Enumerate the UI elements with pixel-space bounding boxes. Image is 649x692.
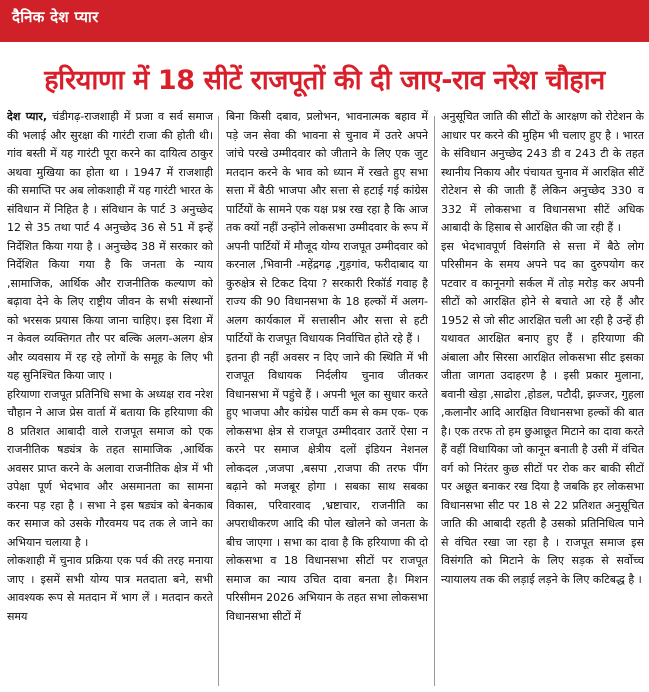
article-paragraph: अनुसूचित जाति की सीटों के आरक्षण को रोटेशन के आधार पर करने की मुहिम भी चलाए हुए है । भारत के संविधान अनुच्छेद 243 डी व 243 टी के तहत स्थानीय निकाय और पंचायत चुनाव में आरक्षित सीटें रोटेशन से की जाती हैं लेकिन अनुच्छेद 330 व 332 में लोकसभा व विधानसभा सीटें अधिक आबादी के हिसाब से आरक्षित की जा रही हैं । (441, 110, 644, 234)
page-title: हरियाणा में 18 सीटें राजपूतों की दी जाए-राव नरेश चौहान (44, 64, 605, 96)
article-paragraph (7, 108, 213, 386)
article-column-1 (7, 108, 213, 688)
masthead-banner (0, 0, 649, 42)
article-paragraph: हरियाणा राजपूत प्रतिनिधि सभा के अध्यक्ष राव नरेश चौहान ने आज प्रेस वार्ता में बताया कि हरियाणा की 8 प्रतिशत आबादी वाले राजपूत समाज को एक राजनीतिक षड्यंत्र के तहत सामाजिक ,आर्थिक अवसर प्राप्त करने के अलावा राजनीतिक क्षेत्र में भी उपेक्षा पूर्ण भेदभाव और असमानता का सामना करना पड़ रहा है । सभा ने इस षड्यंत्र को बेनकाब कर समाज को उसके गौरवमय पद तक ले जाने का अभियान चलाया है । (7, 387, 213, 549)
column-divider (434, 116, 435, 686)
dateline: देश प्यार, (7, 110, 48, 123)
article-column-2 (226, 108, 428, 688)
masthead-label: दैनिक देश प्यार (12, 8, 99, 26)
article-paragraph: इतना ही नहीं अवसर न दिए जाने की स्थिति में भी राजपूत विधायक निर्दलीय चुनाव जीतकर विधानसभा में पहुंचे हैं । अपनी भूल का सुधार करते हुए भाजपा और कांग्रेस पार्टी कम से कम एक- एक लोकसभा क्षेत्र से राजपूत उम्मीदवार उतारें ऐसा न करने पर समाज क्षेत्रीय दलों इंडियन नेशनल लोकदल ,जजपा ,बसपा ,राजपा की तरफ पींग बढ़ाने को मजबूर होगा । सबका साथ सबका विकास, परिवारवाद ,भ्रष्टाचार, राजनीति का अपराधीकरण आदि की पोल खोलने को जनता के बीच जाएगा । सभा का दावा है कि हरियाणा की दो लोकसभा व 18 विधानसभा सीटों पर राजपूत समाज का न्याय उचित दावा बनता है। मिशन परिसीमन 2026 अभियान के तहत सभा लोकसभा विधानसभा सीटों में (226, 350, 428, 623)
article-body (0, 106, 649, 692)
article-paragraph: बिना किसी दबाव, प्रलोभन, भावनात्मक बहाव में पड़े जन सेवा की भावना से चुनाव में उतरे अपने जांचे परखे उम्मीदवार को जीताने के लिए एक जुट मतदान करने के भाव को ध्यान में रखते हुए सभा सत्ता में बैठी भाजपा और सत्ता से हटाई गई कांग्रेस पार्टियों के सामने एक यक्ष प्रश्न रख रहा है कि आज तक क्यों नहीं उन्होंने लोकसभा उम्मीदवार के रूप में अपनी पार्टियों में मौजूद योग्य राजपूत उम्मीदवार को करनाल ,भिवानी -महेंद्रगढ़ ,गुड़गांव, फरीदाबाद या कुरुक्षेत्र से टिकट दिया ? सरकारी रिकॉर्ड गवाह है राज्य की 90 विधानसभा के 18 हल्कों में अलग-अलग कार्यकाल में सत्तासीन और सत्ता से हटी पार्टियों के राजपूत विधायक निर्वाचित होते रहे हैं । (226, 110, 428, 345)
column-divider (218, 116, 219, 686)
article-paragraph: लोकशाही में चुनाव प्रक्रिया एक पर्व की तरह मनाया जाए । इसमें सभी योग्य पात्र मतदाता बने, सभी आवश्यक रूप से मतदान में भाग लें । मतदान करते समय (7, 554, 213, 623)
article-text: चंडीगढ़-राजशाही में प्रजा व सर्व समाज की भलाई और सुरक्षा की गारंटी राजा की होती थी। गांव बस्ती में यह गारंटी पूरा करने का दायित्व ठाकुर अथवा मुखिया का होता था । 1947 में राजशाही की समाप्ति पर अब लोकशाही में यह गारंटी भारत के संविधान में निहित है । संविधान के पार्ट 3 अनुच्छेद 12 से 35 तथा पार्ट 4 अनुच्छेद 36 से 51 में इन्हें निर्देशित किया गया है । अनुच्छेद 38 में सरकार को निर्देशित किया गया है कि जनता के न्याय ,सामाजिक, आर्थिक और राजनीतिक कल्याण को बढ़ावा देने के लिए राष्ट्रीय जीवन के सभी संस्थानों को भरसक प्रयास किया जाना चाहिए। इस दिशा में न केवल व्यक्तिगत तौर पर बल्कि अलग-अलग क्षेत्र और व्यवसाय में रह रहे लोगों के समूह के लिए भी यह सुनिश्चित किया जाए । (7, 110, 213, 382)
article-column-3 (441, 108, 644, 688)
article-paragraph: इस भेदभावपूर्ण विसंगति से सत्ता में बैठे लोग परिसीमन के समय अपने पद का दुरुपयोग कर पटवार व कानूनगो सर्कल में तोड़ मरोड़ कर अपनी सीटों को आरक्षित होने से बचाते आ रहे हैं और 1952 से जो सीट आरक्षित चली आ रही है उन्हें ही यथावत आरक्षित बनाए हुए हैं । हरियाणा की अंबाला और सिरसा आरक्षित लोकसभा सीट इसका जीता जागता उदाहरण है । इसी प्रकार मुलाना, बवानी खेड़ा ,साढोरा ,होडल, पटौदी, झज्जर, गुहला ,कलानौर आदि आरक्षित विधानसभा हल्कों की बात है। एक तरफ तो हम छुआछूत मिटाने का दावा करते हैं वहीं विधायिका जो कानून बनाती है उसी में वंचित वर्ग को निरंतर कुछ सीटों पर रोक कर बाकी सीटों पर अछूत बनाकर रख दिया है जबकि हर लोकसभा विधानसभा सीट पर 18 से 22 प्रतिशत अनुसूचित जाति की आबादी रहती है उसको प्रतिनिधित्व पाने से वंचित रखा जा रहा है । राजपूत समाज इस विसंगति को मिटाने के लिए सड़क से सर्वोच्च न्यायालय तक की लड़ाई लड़ने के लिए कटिबद्ध है । (441, 239, 644, 586)
